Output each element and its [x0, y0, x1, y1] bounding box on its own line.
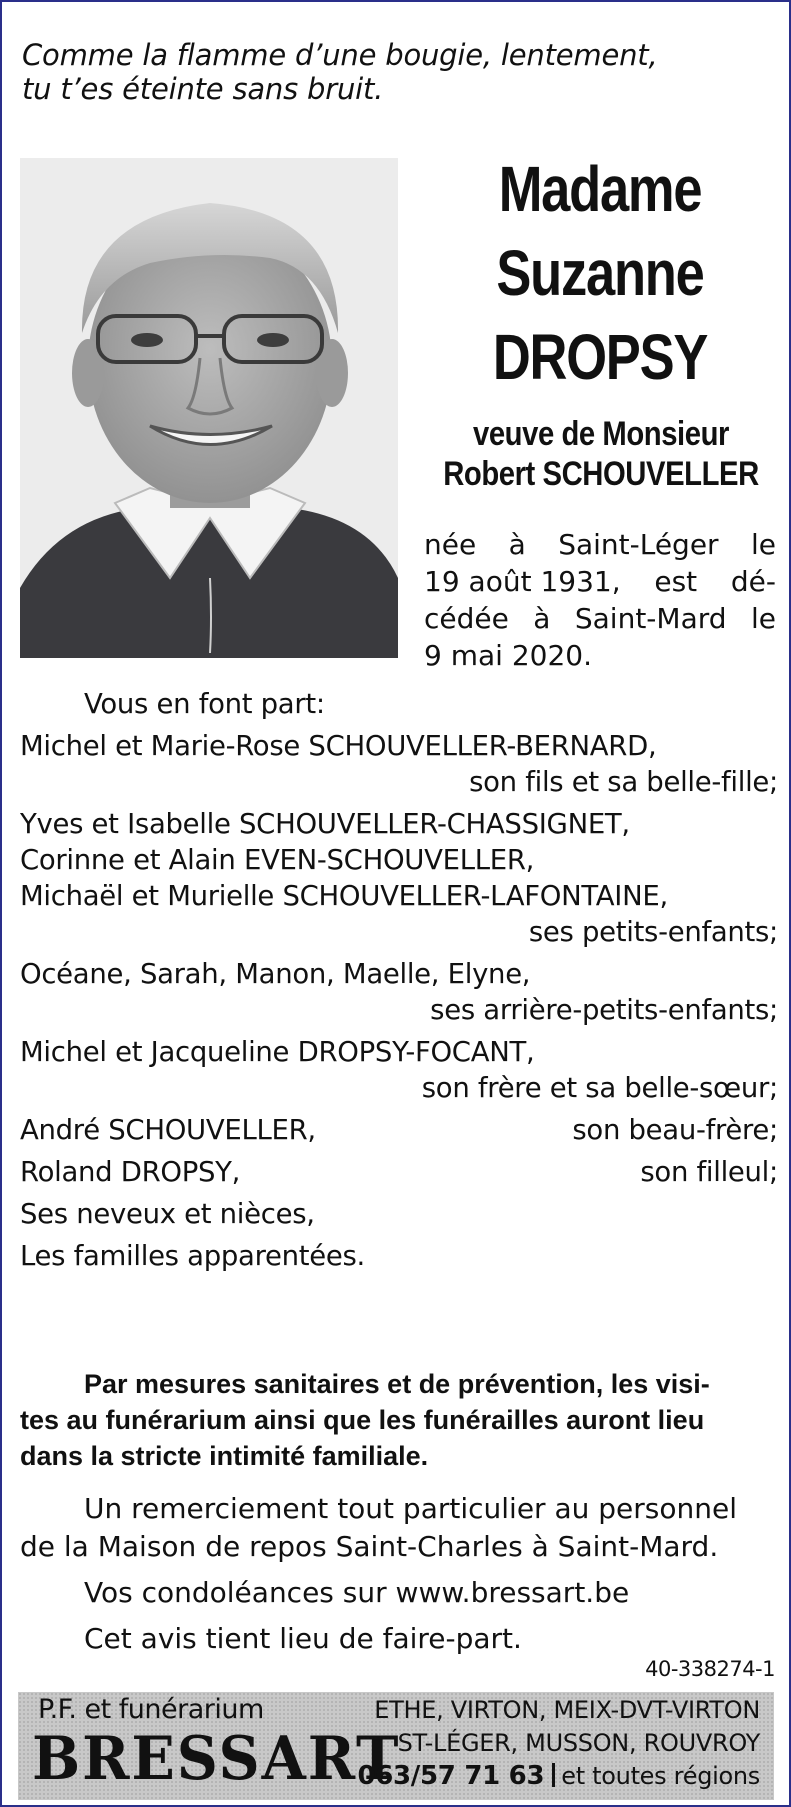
family-relation: son beau-frère;	[572, 1114, 778, 1146]
family-name: Michel et Jacqueline DROPSY-FOCANT,	[20, 1036, 535, 1068]
family-list	[20, 686, 778, 1274]
family-intro: Vous en font part:	[84, 688, 325, 720]
phone-row	[357, 1760, 760, 1793]
family-closing: Ses neveux et nièces,	[20, 1198, 315, 1230]
word: 19 août 1931,	[424, 565, 621, 598]
separator	[552, 1763, 555, 1787]
word: le	[750, 602, 776, 635]
portrait-illustration	[20, 158, 398, 658]
quote-line: tu t’es éteinte sans bruit.	[22, 72, 384, 106]
funeral-home-contact	[357, 1694, 760, 1793]
phone-number: 063/57 71 63	[357, 1761, 545, 1791]
word: 9 mai 2020.	[424, 639, 592, 672]
condolences-line: Vos condoléances sur www.bressart.be	[84, 1576, 630, 1609]
widow-line: veuve de Monsieur	[473, 415, 729, 453]
portrait-photo	[20, 158, 398, 658]
word: le	[750, 528, 776, 561]
family-name: Corinne et Alain EVEN-SCHOUVELLER,	[20, 844, 535, 876]
word: à	[533, 602, 551, 635]
locations-line: ETHE, VIRTON, MEIX-DVT-VIRTON	[374, 1696, 760, 1724]
family-inline-row	[20, 1154, 778, 1190]
family-name: Yves et Isabelle SCHOUVELLER-CHASSIGNET,	[20, 808, 630, 840]
announcement-line: Cet avis tient lieu de faire-part.	[84, 1622, 522, 1655]
family-relation: son filleul;	[640, 1156, 778, 1188]
family-inline-row	[20, 1112, 778, 1148]
word: cédée	[424, 602, 509, 635]
family-name: André SCHOUVELLER,	[20, 1114, 316, 1146]
widow-of	[438, 414, 763, 494]
word: Saint-Léger	[558, 528, 719, 561]
family-name: Michaël et Murielle SCHOUVELLER-LAFONTAINE,	[20, 880, 668, 912]
name-last: DROPSY	[492, 321, 708, 393]
name-title: Madame	[498, 153, 702, 225]
word: Saint-Mard	[574, 602, 727, 635]
funeral-home-banner	[18, 1692, 774, 1800]
notice-line: tes au funérarium ainsi que les funérailles auront lieu	[20, 1405, 705, 1435]
sanitary-notice	[20, 1366, 776, 1474]
family-name: Michel et Marie-Rose SCHOUVELLER-BERNARD,	[20, 730, 657, 762]
family-relation: son fils et sa belle-fille;	[469, 766, 778, 798]
family-relation: ses arrière-petits-enfants;	[430, 994, 778, 1026]
regions-text: et toutes régions	[561, 1762, 760, 1790]
word: est	[654, 565, 698, 598]
family-relation: son frère et sa belle-sœur;	[421, 1072, 778, 1104]
birth-line	[424, 563, 776, 600]
thanks-section	[20, 1490, 778, 1666]
notice-line: Par mesures sanitaires et de prévention, les visi-	[84, 1369, 710, 1399]
thanks-line: de la Maison de repos Saint-Charles à Saint-Mard.	[20, 1530, 719, 1563]
thanks-paragraph	[20, 1490, 778, 1566]
funeral-home-brand: BRESSART	[32, 1724, 401, 1794]
family-name: Roland DROPSY,	[20, 1156, 241, 1188]
quote-line: Comme la flamme d’une bougie, lentement,	[22, 38, 658, 72]
locations-line: ST-LÉGER, MUSSON, ROUVROY	[397, 1729, 760, 1757]
word: dé-	[730, 565, 776, 598]
deceased-name	[452, 147, 747, 399]
family-closing: Les familles apparentées.	[20, 1240, 365, 1272]
thanks-line: Un remerciement tout particulier au personnel	[84, 1492, 737, 1525]
word: à	[508, 528, 526, 561]
birth-death-info	[424, 526, 776, 674]
word: née	[424, 528, 477, 561]
birth-line	[424, 600, 776, 637]
reference-number: 40-338274-1	[645, 1657, 775, 1681]
notice-line: dans la stricte intimité familiale.	[20, 1441, 429, 1471]
birth-line	[424, 637, 776, 674]
family-relation: ses petits-enfants;	[528, 916, 778, 948]
epigraph-quote	[22, 38, 762, 106]
funeral-home-label: P.F. et funérarium	[38, 1694, 264, 1725]
birth-line	[424, 526, 776, 563]
family-name: Océane, Sarah, Manon, Maelle, Elyne,	[20, 958, 531, 990]
widow-line: Robert SCHOUVELLER	[443, 455, 759, 493]
name-first: Suzanne	[496, 237, 704, 309]
